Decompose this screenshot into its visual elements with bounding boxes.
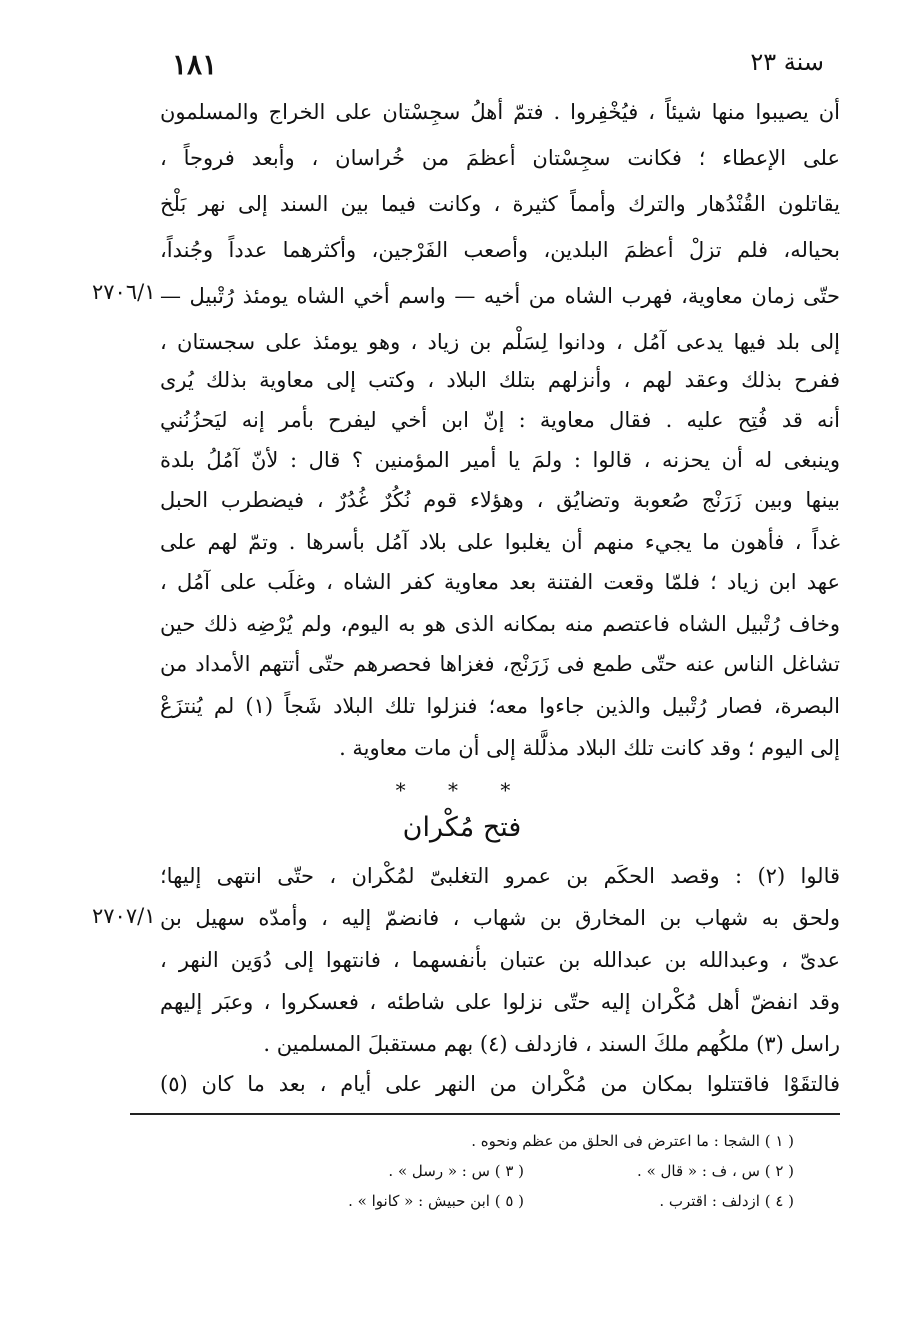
text-line: عهد ابن زياد ؛ فلمّا وقعت الفتنة بعد معاوية كفر الشاه ، وغلَب على آمُل ، [160, 570, 840, 594]
text-line: بينها وبين زَرَنْج صُعوبة وتضايُق ، وهؤلاء قوم نُكُرٌ غُدُرٌ ، فيضطرب الحبل [160, 488, 840, 512]
text-line: البصرة، فصار رُتْبيل والذين جاءوا معه؛ فنزلوا تلك البلاد شَجاً (١) لم يُنتزَعْ [160, 694, 840, 718]
text-line: على الإعطاء ؛ فكانت سجِسْتان أعظمَ من خُراسان ، وأبعد فروجاً ، [160, 146, 840, 170]
text-line: وخاف رُتْبيل الشاه فاعتصم منه بمكانه الذى هو به اليوم، ولم يُرْضِه ذلك حين [160, 612, 840, 636]
text-line: أنه قد فُتِح عليه . فقال معاوية : إنّ ابن أخي ليفرح بأمر إنه ليَحزُنُني [160, 408, 840, 432]
text-line: فالتقَوْا فاقتتلوا بمكان من مُكْران من النهر على أيام ، بعد ما كان (٥) [160, 1072, 840, 1096]
text-line: تشاغل الناس عنه حتّى طمع فى زَرَنْج، فغزاها فحصرهم حتّى أتتهم الأمداد من [160, 652, 840, 676]
text-line: قالوا (٢) : وقصد الحكَم بن عمرو التغلبىّ لمُكْران ، حتّى انتهى إليها؛ [160, 864, 840, 888]
text-line: غداً ، فأهون ما يجيء منهم أن يغلبوا على بلاد آمُل بأسرها . وتمّ لهم على [160, 530, 840, 554]
text-line: أن يصيبوا منها شيئاً ، فيُخْفِروا . فتمّ أهلُ سجِسْتان على الخراج والمسلمون [160, 100, 840, 124]
footnote: ( ٤ ) ازدلف : اقترب . [659, 1192, 794, 1210]
text-line: ففرح بذلك وعقد لهم ، وأنزلهم بتلك البلاد ، وكتب إلى معاوية بذلك يُرى [160, 368, 840, 392]
text-line: حتّى زمان معاوية، فهرب الشاه من أخيه — واسم أخي الشاه يومئذ رُتْبيل — [160, 284, 840, 308]
margin-reference: ٢٧٠٦/١ [92, 280, 156, 304]
footnote: ( ٢ ) س ، ف : « قال » . [637, 1162, 794, 1180]
page-number: ١٨١ [172, 48, 218, 81]
text-line: وقد انفضّ أهل مُكْران إليه حتّى نزلوا على شاطئه ، فعسكروا ، وعبَر إليهم [160, 990, 840, 1014]
running-header-year: سنة ٢٣ [750, 48, 824, 76]
text-line: إلى بلد فيها يدعى آمُل ، ودانوا لِسَلْم بن زياد ، وهو يومئذ على سجستان ، [160, 330, 840, 354]
footnote: ( ٣ ) س : « رسل » . [388, 1162, 524, 1180]
text-line: عدىّ ، وعبدالله بن عبدالله بن عتبان بأنفسهما ، فانتهوا إلى دُوَين النهر ، [160, 948, 840, 972]
footnote: ( ٥ ) ابن حبيش : « كانوا » . [348, 1192, 524, 1210]
text-line: إلى اليوم ؛ وقد كانت تلك البلاد مذلَّلة إلى أن مات معاوية . [339, 736, 840, 760]
text-line: بحياله، فلم تزلْ أعظمَ البلدين، وأصعب الفَرْجين، وأكثرهما عدداً وجُنداً، [160, 238, 840, 262]
section-heading: فتح مُكْران [402, 812, 522, 843]
text-line: وينبغى له أن يحزنه ، قالوا : ولمَ يا أمير المؤمنين ؟ قال : لأنّ آمُلُ بلدة [160, 448, 840, 472]
text-line: ولحق به شهاب بن المخارق بن شهاب ، فانضمّ إليه ، وأمدّه سهيل بن [160, 906, 840, 930]
footnote-rule [130, 1113, 840, 1115]
text-line: يقاتلون القُنْدُهار والترك وأمماً كثيرة ، وكانت فيما بين السند إلى نهر بَلْخ [160, 192, 840, 216]
footnote: ( ١ ) الشجا : ما اعترض فى الحلق من عظم ونحوه . [471, 1132, 794, 1150]
margin-reference: ٢٧٠٧/١ [92, 904, 156, 928]
section-separator: * * * [395, 778, 529, 802]
text-line: راسل (٣) ملكُهم ملكَ السند ، فازدلف (٤) بهم مستقبلَ المسلمين . [263, 1032, 840, 1056]
